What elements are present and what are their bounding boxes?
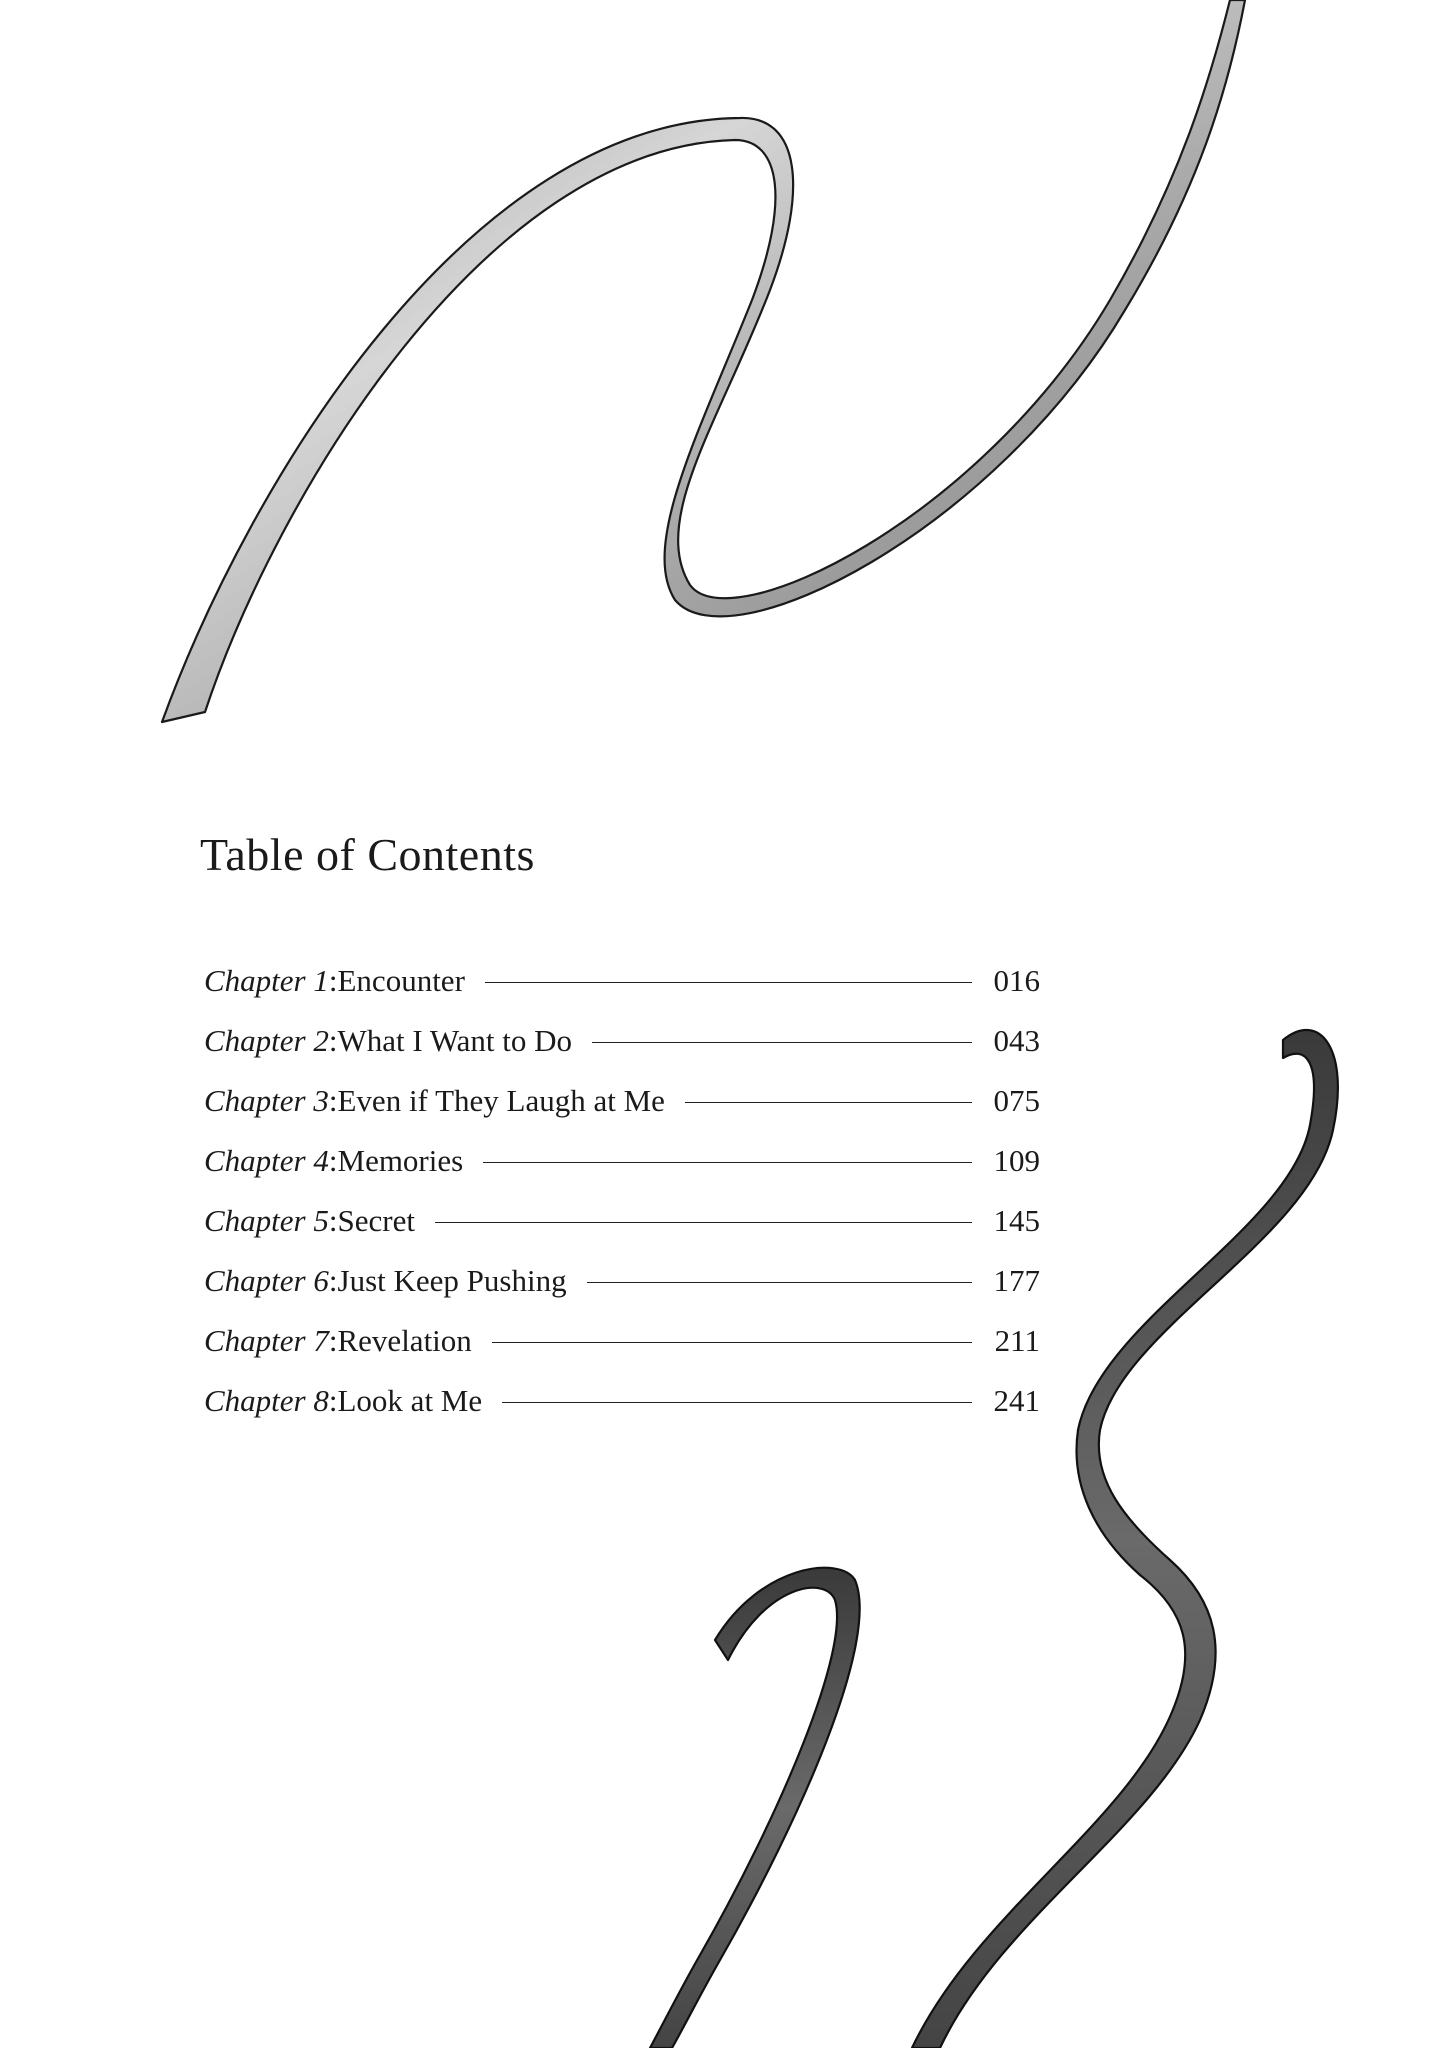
chapter-label: Chapter 7 [204,1322,329,1358]
chapter-title: Encounter [337,962,465,998]
toc-entry-chapter-8[interactable] [204,1370,1040,1430]
chapter-separator: : [328,1202,338,1238]
chapter-title: Look at Me [337,1382,483,1418]
page-number: 016 [993,962,1040,998]
page-number: 145 [993,1202,1040,1238]
page-number: 211 [994,1322,1040,1358]
page-number: 177 [993,1262,1040,1298]
chapter-separator: : [328,962,338,998]
chapter-separator: : [328,1262,338,1298]
chapter-separator: : [328,1082,338,1118]
leader-line [483,1162,972,1163]
leader-line [435,1222,972,1223]
leader-line [502,1402,972,1403]
toc-entry-chapter-3[interactable] [204,1070,1040,1130]
chapter-title: Just Keep Pushing [337,1262,567,1298]
toc-entry-chapter-6[interactable] [204,1250,1040,1310]
leader-line [592,1042,972,1043]
leader-line [587,1282,972,1283]
chapter-label: Chapter 3 [204,1082,329,1118]
chapter-label: Chapter 8 [204,1382,329,1418]
toc-list [204,950,1040,1430]
chapter-title: What I Want to Do [337,1022,573,1058]
page-number: 241 [993,1382,1040,1418]
chapter-title: Revelation [337,1322,472,1358]
ribbon-top [162,0,1245,722]
chapter-title: Memories [337,1142,464,1178]
chapter-separator: : [328,1022,338,1058]
toc-entry-chapter-7[interactable] [204,1310,1040,1370]
toc-entry-chapter-2[interactable] [204,1010,1040,1070]
chapter-label: Chapter 5 [204,1202,329,1238]
leader-line [485,982,972,983]
ribbon-bottom-middle [650,1568,860,2048]
page-number: 109 [993,1142,1040,1178]
chapter-label: Chapter 4 [204,1142,329,1178]
toc-entry-chapter-5[interactable] [204,1190,1040,1250]
chapter-separator: : [328,1142,338,1178]
page-number: 043 [993,1022,1040,1058]
leader-line [685,1102,972,1103]
chapter-title: Secret [337,1202,415,1238]
chapter-title: Even if They Laugh at Me [337,1082,665,1118]
leader-line [492,1342,972,1343]
chapter-separator: : [328,1382,338,1418]
page-number: 075 [993,1082,1040,1118]
chapter-separator: : [328,1322,338,1358]
toc-entry-chapter-1[interactable] [204,950,1040,1010]
page-title: Table of Contents [200,829,535,880]
chapter-label: Chapter 6 [204,1262,329,1298]
chapter-label: Chapter 2 [204,1022,329,1058]
toc-entry-chapter-4[interactable] [204,1130,1040,1190]
chapter-label: Chapter 1 [204,962,329,998]
